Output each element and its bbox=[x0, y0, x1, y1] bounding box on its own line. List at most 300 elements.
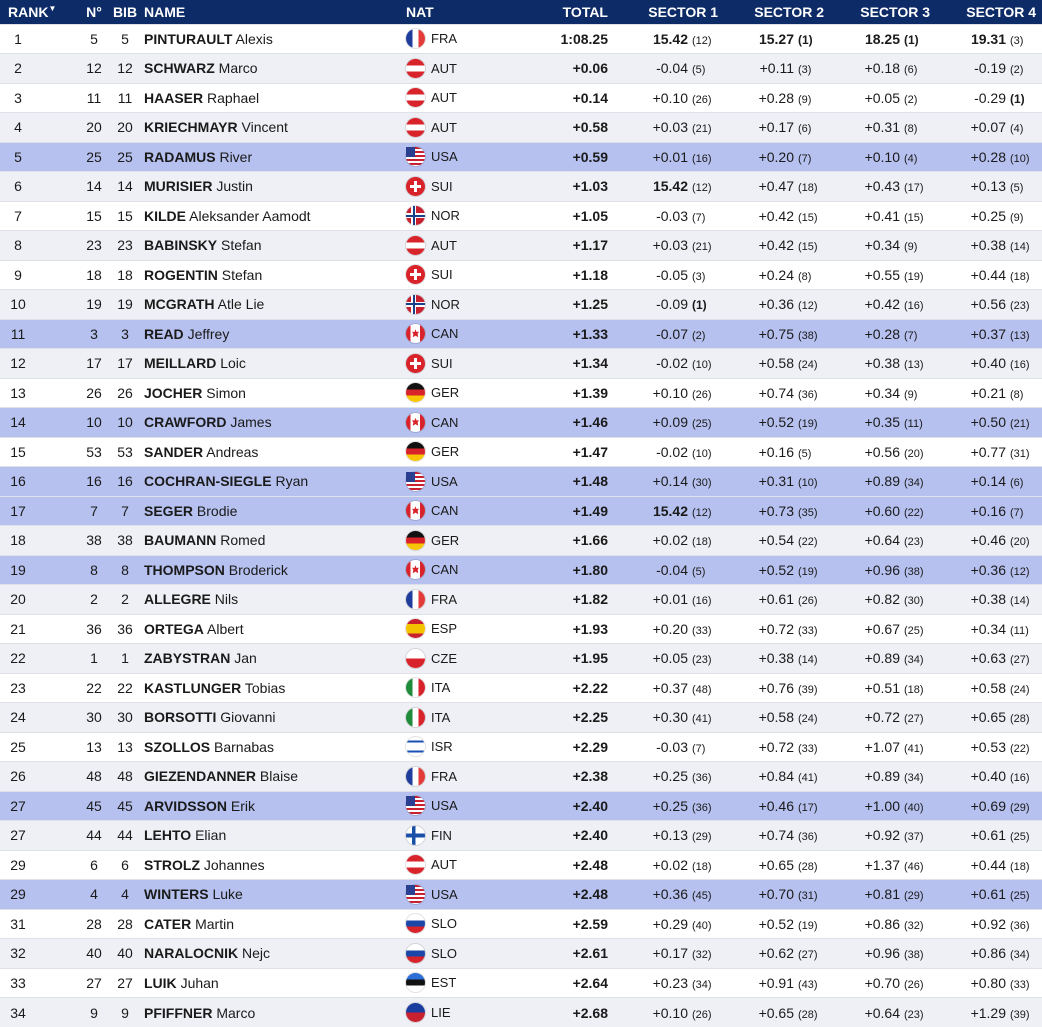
name-cell[interactable] bbox=[142, 791, 406, 821]
rank-value: 32 bbox=[0, 945, 36, 961]
rank-value: 33 bbox=[0, 975, 36, 991]
sector-rank: (9) bbox=[900, 241, 936, 253]
first-name[interactable]: Erik bbox=[231, 798, 255, 814]
sector-rank: (25) bbox=[900, 625, 936, 637]
sector2-cell bbox=[724, 791, 830, 821]
rank-value: 5 bbox=[0, 149, 36, 165]
name-cell[interactable] bbox=[142, 850, 406, 880]
last-name[interactable]: BABINSKY bbox=[144, 237, 217, 253]
sector-time: +0.84 bbox=[759, 768, 794, 784]
sector3-cell bbox=[830, 349, 936, 379]
sector1-cell bbox=[612, 968, 724, 998]
nation-cell bbox=[406, 319, 516, 349]
sector-rank: (7) bbox=[900, 330, 936, 342]
sector4-cell bbox=[936, 526, 1042, 556]
sector2-cell bbox=[724, 349, 830, 379]
last-name[interactable]: NARALOCNIK bbox=[144, 945, 238, 961]
name-cell[interactable] bbox=[142, 526, 406, 556]
first-name[interactable]: Tobias bbox=[245, 680, 285, 696]
last-name[interactable]: ORTEGA bbox=[144, 621, 204, 637]
sector3-cell bbox=[830, 880, 936, 910]
table-row[interactable] bbox=[0, 968, 1042, 998]
total-time: +1.03 bbox=[516, 172, 612, 202]
table-row[interactable] bbox=[0, 526, 1042, 556]
flag-sui-icon bbox=[406, 354, 425, 373]
sector-rank: (24) bbox=[1006, 684, 1042, 696]
sector-rank: (20) bbox=[1006, 536, 1042, 548]
number-cell: 48 bbox=[80, 762, 108, 792]
last-name[interactable]: BAUMANN bbox=[144, 532, 216, 548]
sector-rank: (8) bbox=[900, 123, 936, 135]
first-name[interactable]: Ryan bbox=[275, 473, 308, 489]
sector-rank: (34) bbox=[1006, 949, 1042, 961]
sector-time: -0.02 bbox=[656, 355, 688, 371]
last-name[interactable]: STROLZ bbox=[144, 857, 200, 873]
sector-rank: (40) bbox=[688, 920, 724, 932]
sector1-cell bbox=[612, 172, 724, 202]
first-name[interactable]: Loic bbox=[220, 355, 246, 371]
table-row[interactable] bbox=[0, 231, 1042, 261]
table-row[interactable] bbox=[0, 998, 1042, 1027]
sector-time: +0.76 bbox=[759, 680, 794, 696]
table-row[interactable] bbox=[0, 260, 1042, 290]
sector2-cell bbox=[724, 939, 830, 969]
first-name[interactable]: Albert bbox=[207, 621, 244, 637]
rank-cell bbox=[0, 496, 80, 526]
name-cell[interactable] bbox=[142, 496, 406, 526]
last-name[interactable]: ALLEGRE bbox=[144, 591, 211, 607]
name-cell[interactable] bbox=[142, 83, 406, 113]
name-cell[interactable] bbox=[142, 437, 406, 467]
col-nat-header[interactable]: NAT bbox=[406, 0, 516, 24]
name-cell[interactable] bbox=[142, 142, 406, 172]
first-name[interactable]: Marco bbox=[219, 60, 258, 76]
name-cell[interactable] bbox=[142, 231, 406, 261]
last-name[interactable]: SANDER bbox=[144, 444, 203, 460]
name-cell[interactable] bbox=[142, 939, 406, 969]
nation-code: AUT bbox=[431, 61, 457, 76]
name-cell[interactable] bbox=[142, 555, 406, 585]
sector-rank: (30) bbox=[900, 595, 936, 607]
table-row[interactable] bbox=[0, 496, 1042, 526]
sector4-cell bbox=[936, 142, 1042, 172]
flag-can-icon bbox=[406, 560, 425, 579]
table-row[interactable] bbox=[0, 319, 1042, 349]
sector3-cell bbox=[830, 850, 936, 880]
flag-aut-icon bbox=[406, 88, 425, 107]
sector-rank: (36) bbox=[1006, 920, 1042, 932]
rank-value: 7 bbox=[0, 208, 36, 224]
first-name[interactable]: Nejc bbox=[242, 945, 270, 961]
table-row[interactable] bbox=[0, 850, 1042, 880]
sector-time: +0.52 bbox=[759, 916, 794, 932]
sector-rank: (34) bbox=[900, 772, 936, 784]
name-cell[interactable] bbox=[142, 762, 406, 792]
sector3-cell bbox=[830, 496, 936, 526]
rank-value: 6 bbox=[0, 178, 36, 194]
total-time: +1.95 bbox=[516, 644, 612, 674]
table-row[interactable] bbox=[0, 408, 1042, 438]
rank-cell bbox=[0, 142, 80, 172]
first-name[interactable]: James bbox=[230, 414, 271, 430]
table-row[interactable] bbox=[0, 762, 1042, 792]
sector-rank: (15) bbox=[794, 212, 830, 224]
sector-rank: (5) bbox=[688, 64, 724, 76]
rank-cell bbox=[0, 762, 80, 792]
table-row[interactable] bbox=[0, 142, 1042, 172]
last-name[interactable]: KRIECHMAYR bbox=[144, 119, 238, 135]
sector-rank: (23) bbox=[900, 1009, 936, 1021]
sector-rank: (7) bbox=[688, 212, 724, 224]
sector3-cell bbox=[830, 614, 936, 644]
bib-cell: 38 bbox=[108, 526, 142, 556]
total-time: +1.33 bbox=[516, 319, 612, 349]
last-name[interactable]: MURISIER bbox=[144, 178, 212, 194]
first-name[interactable]: Andreas bbox=[206, 444, 258, 460]
sort-down-icon[interactable]: ▼ bbox=[48, 4, 56, 13]
table-row[interactable] bbox=[0, 703, 1042, 733]
last-name[interactable]: CRAWFORD bbox=[144, 414, 226, 430]
last-name[interactable]: MCGRATH bbox=[144, 296, 215, 312]
nation-cell bbox=[406, 54, 516, 84]
nation-cell bbox=[406, 83, 516, 113]
name-cell[interactable] bbox=[142, 172, 406, 202]
name-cell[interactable] bbox=[142, 349, 406, 379]
first-name[interactable]: Juhan bbox=[181, 975, 219, 991]
first-name[interactable]: Luke bbox=[212, 886, 242, 902]
sector-time: +0.17 bbox=[759, 119, 794, 135]
sector3-cell bbox=[830, 467, 936, 497]
first-name[interactable]: Romed bbox=[220, 532, 265, 548]
sector2-cell bbox=[724, 319, 830, 349]
bib-cell: 26 bbox=[108, 378, 142, 408]
first-name[interactable]: Atle Lie bbox=[218, 296, 265, 312]
first-name[interactable]: Blaise bbox=[260, 768, 298, 784]
rank-cell bbox=[0, 113, 80, 143]
sector4-cell bbox=[936, 113, 1042, 143]
last-name[interactable]: PFIFFNER bbox=[144, 1005, 212, 1021]
sector-rank: (14) bbox=[794, 654, 830, 666]
table-row[interactable] bbox=[0, 791, 1042, 821]
sector1-cell bbox=[612, 408, 724, 438]
last-name[interactable]: GIEZENDANNER bbox=[144, 768, 256, 784]
number-cell: 40 bbox=[80, 939, 108, 969]
number-cell: 6 bbox=[80, 850, 108, 880]
sector-time: 15.27 bbox=[759, 31, 794, 47]
last-name[interactable]: KILDE bbox=[144, 208, 186, 224]
sector-rank: (9) bbox=[794, 94, 830, 106]
table-row[interactable] bbox=[0, 83, 1042, 113]
table-row[interactable] bbox=[0, 172, 1042, 202]
sector1-cell bbox=[612, 231, 724, 261]
sector1-cell bbox=[612, 24, 724, 54]
col-rank-header[interactable] bbox=[0, 0, 80, 24]
name-cell[interactable] bbox=[142, 998, 406, 1027]
table-row[interactable] bbox=[0, 113, 1042, 143]
sector1-cell bbox=[612, 585, 724, 615]
sector3-cell bbox=[830, 231, 936, 261]
table-row[interactable] bbox=[0, 909, 1042, 939]
flag-ger-icon bbox=[406, 531, 425, 550]
first-name[interactable]: Raphael bbox=[207, 90, 259, 106]
col-sector1-header[interactable]: SECTOR 1 bbox=[612, 0, 724, 24]
name-cell[interactable] bbox=[142, 673, 406, 703]
first-name[interactable]: Brodie bbox=[197, 503, 237, 519]
last-name[interactable]: ZABYSTRAN bbox=[144, 650, 230, 666]
name-cell[interactable] bbox=[142, 467, 406, 497]
table-row[interactable] bbox=[0, 24, 1042, 54]
last-name[interactable]: KASTLUNGER bbox=[144, 680, 241, 696]
rank-cell bbox=[0, 732, 80, 762]
last-name[interactable]: LEHTO bbox=[144, 827, 191, 843]
rank-cell bbox=[0, 585, 80, 615]
last-name[interactable]: HAASER bbox=[144, 90, 203, 106]
sector-rank: (10) bbox=[688, 359, 724, 371]
number-cell: 53 bbox=[80, 437, 108, 467]
sector-time: +0.17 bbox=[653, 945, 688, 961]
col-sector3-header[interactable]: SECTOR 3 bbox=[830, 0, 936, 24]
name-cell[interactable] bbox=[142, 201, 406, 231]
sector2-cell bbox=[724, 555, 830, 585]
first-name[interactable]: Alexis bbox=[236, 31, 273, 47]
first-name[interactable]: Simon bbox=[206, 385, 246, 401]
last-name[interactable]: COCHRAN-SIEGLE bbox=[144, 473, 272, 489]
last-name[interactable]: PINTURAULT bbox=[144, 31, 232, 47]
sector-rank: (14) bbox=[1006, 595, 1042, 607]
last-name[interactable]: JOCHER bbox=[144, 385, 202, 401]
last-name[interactable]: CATER bbox=[144, 916, 191, 932]
first-name[interactable]: Stefan bbox=[221, 237, 261, 253]
table-row[interactable] bbox=[0, 378, 1042, 408]
nation-cell bbox=[406, 172, 516, 202]
flag-can-icon bbox=[406, 501, 425, 520]
sector-rank: (33) bbox=[1006, 979, 1042, 991]
table-row[interactable] bbox=[0, 437, 1042, 467]
name-cell[interactable] bbox=[142, 909, 406, 939]
name-cell[interactable] bbox=[142, 54, 406, 84]
number-cell: 7 bbox=[80, 496, 108, 526]
last-name[interactable]: MEILLARD bbox=[144, 355, 216, 371]
name-cell[interactable] bbox=[142, 614, 406, 644]
table-row[interactable] bbox=[0, 821, 1042, 851]
sector-time: +0.70 bbox=[865, 975, 900, 991]
sector-rank: (13) bbox=[1006, 330, 1042, 342]
name-cell[interactable] bbox=[142, 821, 406, 851]
sector1-cell bbox=[612, 880, 724, 910]
number-cell: 5 bbox=[80, 24, 108, 54]
sector4-cell bbox=[936, 408, 1042, 438]
sector-rank: (15) bbox=[794, 241, 830, 253]
name-cell[interactable] bbox=[142, 585, 406, 615]
last-name[interactable]: RADAMUS bbox=[144, 149, 216, 165]
sector-time: +0.52 bbox=[759, 414, 794, 430]
first-name[interactable]: Johannes bbox=[204, 857, 265, 873]
sector-rank: (26) bbox=[688, 1009, 724, 1021]
rank-cell bbox=[0, 673, 80, 703]
sector-time: +0.05 bbox=[653, 650, 688, 666]
nation-code: CAN bbox=[431, 503, 458, 518]
first-name[interactable]: Martin bbox=[195, 916, 234, 932]
sector-rank: (19) bbox=[794, 566, 830, 578]
last-name[interactable]: SCHWARZ bbox=[144, 60, 215, 76]
nation-code: EST bbox=[431, 975, 456, 990]
sector3-cell bbox=[830, 201, 936, 231]
rank-value: 11 bbox=[0, 326, 36, 342]
col-bib-header[interactable]: BIB bbox=[108, 0, 142, 24]
sector-rank: (21) bbox=[688, 241, 724, 253]
sector-time: +0.02 bbox=[653, 857, 688, 873]
nation-code: AUT bbox=[431, 90, 457, 105]
last-name[interactable]: READ bbox=[144, 326, 184, 342]
sector-rank: (39) bbox=[794, 684, 830, 696]
sector-rank: (2) bbox=[688, 330, 724, 342]
name-cell[interactable] bbox=[142, 290, 406, 320]
sector-rank: (17) bbox=[794, 802, 830, 814]
table-row[interactable] bbox=[0, 880, 1042, 910]
sector-rank: (1) bbox=[794, 33, 830, 47]
nation-code: FIN bbox=[431, 828, 452, 843]
first-name[interactable]: Barnabas bbox=[214, 739, 274, 755]
sector-time: -0.07 bbox=[656, 326, 688, 342]
first-name[interactable]: Vincent bbox=[242, 119, 288, 135]
sector-time: +0.55 bbox=[865, 267, 900, 283]
table-row[interactable] bbox=[0, 290, 1042, 320]
col-sector4-header[interactable]: SECTOR 4 bbox=[936, 0, 1042, 24]
sector3-cell bbox=[830, 673, 936, 703]
first-name[interactable]: Marco bbox=[216, 1005, 255, 1021]
sector-rank: (33) bbox=[794, 625, 830, 637]
number-cell: 12 bbox=[80, 54, 108, 84]
nation-code: SUI bbox=[431, 267, 453, 282]
bib-cell: 30 bbox=[108, 703, 142, 733]
col-sector2-header[interactable]: SECTOR 2 bbox=[724, 0, 830, 24]
last-name[interactable]: SEGER bbox=[144, 503, 193, 519]
sector-rank: (9) bbox=[1006, 212, 1042, 224]
table-row[interactable] bbox=[0, 349, 1042, 379]
sector1-cell bbox=[612, 850, 724, 880]
total-time: +1.47 bbox=[516, 437, 612, 467]
results-body bbox=[0, 24, 1042, 1027]
name-cell[interactable] bbox=[142, 408, 406, 438]
last-name[interactable]: WINTERS bbox=[144, 886, 209, 902]
col-total-header[interactable]: TOTAL bbox=[516, 0, 612, 24]
sector-time: +0.28 bbox=[865, 326, 900, 342]
first-name[interactable]: Aleksander Aamodt bbox=[189, 208, 310, 224]
bib-cell: 18 bbox=[108, 260, 142, 290]
name-cell[interactable] bbox=[142, 260, 406, 290]
sector1-cell bbox=[612, 142, 724, 172]
sector-time: -0.29 bbox=[974, 90, 1006, 106]
table-row[interactable] bbox=[0, 201, 1042, 231]
sector-rank: (5) bbox=[794, 448, 830, 460]
table-row[interactable] bbox=[0, 732, 1042, 762]
sector-rank: (33) bbox=[688, 625, 724, 637]
rank-value: 23 bbox=[0, 680, 36, 696]
nation-code: USA bbox=[431, 887, 458, 902]
sector4-cell bbox=[936, 585, 1042, 615]
name-cell[interactable] bbox=[142, 703, 406, 733]
flag-lie-icon bbox=[406, 1003, 425, 1022]
last-name[interactable]: LUIK bbox=[144, 975, 177, 991]
table-row[interactable] bbox=[0, 673, 1042, 703]
sector-time: +0.56 bbox=[971, 296, 1006, 312]
last-name[interactable]: SZOLLOS bbox=[144, 739, 210, 755]
first-name[interactable]: Nils bbox=[215, 591, 238, 607]
number-cell: 4 bbox=[80, 880, 108, 910]
col-name-header[interactable]: NAME bbox=[142, 0, 406, 24]
sector-time: 15.42 bbox=[653, 31, 688, 47]
total-time: 1:08.25 bbox=[516, 24, 612, 54]
sector4-cell bbox=[936, 732, 1042, 762]
first-name[interactable]: Justin bbox=[216, 178, 253, 194]
sector-rank: (37) bbox=[900, 831, 936, 843]
sector-time: +0.11 bbox=[760, 60, 794, 76]
sector-rank: (2) bbox=[900, 94, 936, 106]
table-row[interactable] bbox=[0, 54, 1042, 84]
sector3-cell bbox=[830, 378, 936, 408]
rank-value: 13 bbox=[0, 385, 36, 401]
first-name[interactable]: Jeffrey bbox=[188, 326, 230, 342]
name-cell[interactable] bbox=[142, 24, 406, 54]
name-cell[interactable] bbox=[142, 644, 406, 674]
table-row[interactable] bbox=[0, 614, 1042, 644]
first-name[interactable]: Giovanni bbox=[220, 709, 275, 725]
sector-time: +0.25 bbox=[653, 798, 688, 814]
table-row[interactable] bbox=[0, 939, 1042, 969]
sector-time: +0.10 bbox=[653, 90, 688, 106]
table-row[interactable] bbox=[0, 467, 1042, 497]
col-no-header[interactable]: N° bbox=[80, 0, 108, 24]
name-cell[interactable] bbox=[142, 378, 406, 408]
sector3-cell bbox=[830, 909, 936, 939]
sector4-cell bbox=[936, 496, 1042, 526]
sector-time: +1.00 bbox=[865, 798, 900, 814]
last-name[interactable]: THOMPSON bbox=[144, 562, 225, 578]
sector-rank: (28) bbox=[1006, 713, 1042, 725]
sector-time: +1.37 bbox=[865, 857, 900, 873]
last-name[interactable]: ROGENTIN bbox=[144, 267, 218, 283]
first-name[interactable]: Stefan bbox=[222, 267, 262, 283]
name-cell[interactable] bbox=[142, 968, 406, 998]
sector-time: +0.50 bbox=[971, 414, 1006, 430]
bib-cell: 4 bbox=[108, 880, 142, 910]
flag-cze-icon bbox=[406, 649, 425, 668]
total-time: +1.80 bbox=[516, 555, 612, 585]
first-name[interactable]: Jan bbox=[234, 650, 257, 666]
sector-time: +0.61 bbox=[759, 591, 794, 607]
first-name[interactable]: Broderick bbox=[229, 562, 288, 578]
sector4-cell bbox=[936, 821, 1042, 851]
first-name[interactable]: River bbox=[219, 149, 252, 165]
sector1-cell bbox=[612, 83, 724, 113]
last-name[interactable]: BORSOTTI bbox=[144, 709, 216, 725]
sector-rank: (10) bbox=[1006, 153, 1042, 165]
sector-rank: (18) bbox=[1006, 271, 1042, 283]
name-cell[interactable] bbox=[142, 880, 406, 910]
name-cell[interactable] bbox=[142, 113, 406, 143]
table-row[interactable] bbox=[0, 555, 1042, 585]
rank-value: 22 bbox=[0, 650, 36, 666]
first-name[interactable]: Elian bbox=[195, 827, 226, 843]
name-cell[interactable] bbox=[142, 319, 406, 349]
table-row[interactable] bbox=[0, 585, 1042, 615]
name-cell[interactable] bbox=[142, 732, 406, 762]
last-name[interactable]: ARVIDSSON bbox=[144, 798, 227, 814]
nation-code: CZE bbox=[431, 651, 457, 666]
sector4-cell bbox=[936, 231, 1042, 261]
number-cell: 9 bbox=[80, 998, 108, 1027]
table-row[interactable] bbox=[0, 644, 1042, 674]
